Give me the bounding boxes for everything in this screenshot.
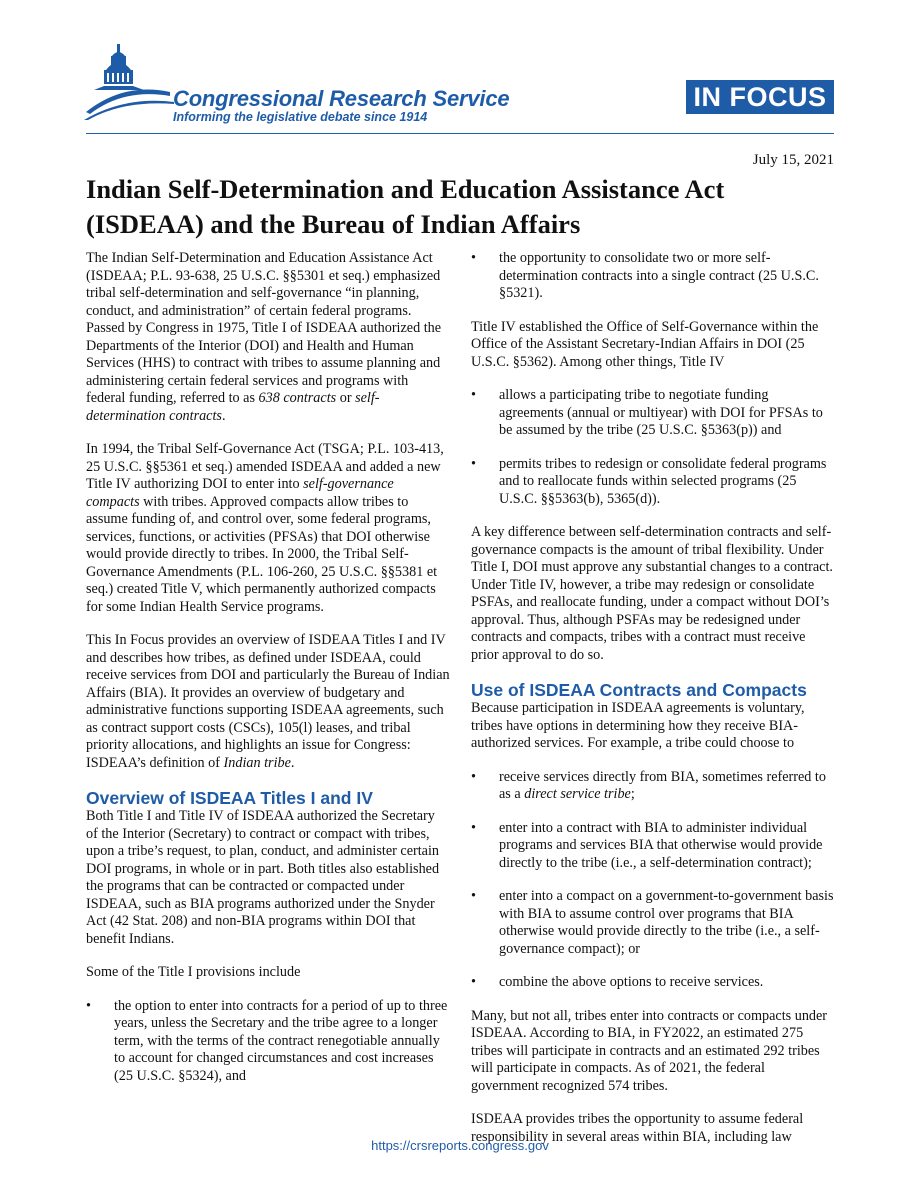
bullet-icon: • bbox=[471, 455, 476, 472]
bullet-list bbox=[471, 769, 835, 992]
document-title: Indian Self-Determination and Education Assistance Act (ISDEAA) and the Bureau of Indian Affairs bbox=[86, 174, 725, 239]
bullet-icon: • bbox=[471, 819, 476, 836]
bullet-icon: • bbox=[471, 888, 476, 904]
section-heading: Overview of ISDEAA Titles I and IV bbox=[86, 788, 373, 808]
paragraph: This In Focus provides an overview of ISDEAA Titles I and IV and describes how tribes, as defined under ISDEAA, could receive services from DOI and particularly the Bureau of Indian Affairs (BIA). It provides an overview of budgetary and administrative functions supporting ISDEAA agreements, such as contract support costs (CSCs), 105(l) leases, and tribal priority allocations, and highlights an issue for Congress: ISDEAA’s definition of Indian tribe. bbox=[86, 632, 450, 771]
list-item: • enter into a compact on a government-to-government basis with BIA to assume control over programs that BIA otherwise would provide directly to the tribe (i.e., a self-governance compact); or bbox=[471, 888, 834, 957]
paragraph: ISDEAA provides tribes the opportunity to assume federal responsibility in several areas within BIA, including law bbox=[471, 1111, 804, 1145]
paragraph: Some of the Title I provisions include bbox=[86, 964, 301, 980]
list-item: • the opportunity to consolidate two or more self-determination contracts into a single contract (25 U.S.C. §5321). bbox=[471, 250, 819, 301]
paragraph: In 1994, the Tribal Self-Governance Act (TSGA; P.L. 103-413, 25 U.S.C. §§5361 et seq.) amended ISDEAA and added a new Title IV authorizing DOI to enter into self-governance compacts with tribes. Approved compacts allow tribes to assume funding of, and control over, some federal programs, services, functions, or activities (PFSAs) that DOI otherwise would provide directly to tribes. In 2000, the Tribal Self-Governance Amendments (P.L. 106-260, 25 U.S.C. §§5381 et seq.) created Title V, which permanently authorized compacts for some Indian Health Service programs. bbox=[86, 441, 444, 615]
section-heading: Use of ISDEAA Contracts and Compacts bbox=[471, 680, 807, 700]
paragraph: The Indian Self-Determination and Education Assistance Act (ISDEAA; P.L. 93-638, 25 U.S.C. §§5301 et seq.) emphasized tribal self-determination and self-governance “in planning, conduct, and administration” of certain federal programs. Passed by Congress in 1975, Title I of ISDEAA authorized the Departments of the Interior (DOI) and Health and Human Services (HHS) to contract with tribes to assume planning and administering certain federal services and programs with federal funding, referred to as 638 contracts or self-determination contracts. bbox=[86, 250, 442, 424]
list-item: • receive services directly from BIA, sometimes referred to as a direct service tribe; bbox=[471, 768, 826, 802]
list-item: • permits tribes to redesign or consolidate federal programs and to reallocate funds within selected programs (25 U.S.C. §§5363(b), 5365(d)). bbox=[471, 455, 827, 507]
org-tagline: Informing the legislative debate since 1914 bbox=[173, 110, 428, 124]
bullet-icon: • bbox=[86, 997, 91, 1014]
paragraph: Both Title I and Title IV of ISDEAA authorized the Secretary of the Interior (Secretary) to contract or compact with tribes, upon a tribe’s request, to plan, conduct, and administer certain DOI programs, in whole or in part. Both titles also established the programs that can be contracted or compacted under ISDEAA, such as BIA programs authorized under the Snyder Act (42 Stat. 208) and non-BIA programs within DOI that benefit Indians. bbox=[86, 808, 440, 947]
bullet-icon: • bbox=[471, 250, 476, 266]
bullet-icon: • bbox=[471, 768, 476, 785]
header-rule bbox=[86, 133, 834, 134]
list-item: • combine the above options to receive services. bbox=[471, 974, 764, 990]
list-item: • the option to enter into contracts for a period of up to three years, unless the Secretary and the tribe agree to a longer term, with the terms of the contract renegotiable annually to account for changed circumstances and cost increases (25 U.S.C. §5324), and bbox=[86, 997, 448, 1084]
list-item: • allows a participating tribe to negotiate funding agreements (annual or multiyear) with DOI for PFSAs to be assumed by the tribe (25 U.S.C. §5363(p)) and bbox=[471, 387, 823, 438]
bullet-list bbox=[471, 250, 835, 303]
paragraph: Because participation in ISDEAA agreements is voluntary, tribes have options in determining how they receive BIA-authorized services. For example, a tribe could choose to bbox=[471, 700, 805, 751]
paragraph: A key difference between self-determination contracts and self-governance compacts is the amount of tribal flexibility. Under Title I, DOI must approve any substantial changes to a contract. Under Title IV, however, a tribe may redesign or consolidate PSFAs, and reallocate funding, under a compact without DOI’s approval. Thus, although PSFAs may be redesigned under contracts and compacts, tribes with a contract must receive prior approval to do so. bbox=[471, 524, 833, 663]
bullet-icon: • bbox=[471, 974, 476, 990]
paragraph: Many, but not all, tribes enter into contracts or compacts under ISDEAA. According to BIA, in FY2022, an estimated 275 tribes will participate in contracts and an estimated 292 tribes will participate in compacts. As of 2021, the federal government recognized 574 tribes. bbox=[471, 1007, 828, 1094]
list-item: • enter into a contract with BIA to administer individual programs and services BIA that otherwise would provide directly to the tribe (i.e., a self-determination contract); bbox=[471, 819, 823, 871]
right-column bbox=[471, 250, 835, 1162]
in-focus-badge: IN FOCUS bbox=[686, 80, 834, 114]
org-name: Congressional Research Service bbox=[173, 86, 510, 111]
left-column bbox=[86, 250, 450, 1101]
footer-link[interactable]: https://crsreports.congress.gov bbox=[371, 1138, 549, 1153]
publication-date: July 15, 2021 bbox=[752, 152, 834, 168]
paragraph: Title IV established the Office of Self-Governance within the Office of the Assistant Secretary-Indian Affairs in DOI (25 U.S.C. §5362). Among other things, Title IV bbox=[471, 318, 819, 370]
bullet-list bbox=[86, 998, 450, 1086]
capitol-dome-icon bbox=[84, 40, 174, 120]
bullet-list bbox=[471, 387, 835, 508]
bullet-icon: • bbox=[471, 387, 476, 403]
